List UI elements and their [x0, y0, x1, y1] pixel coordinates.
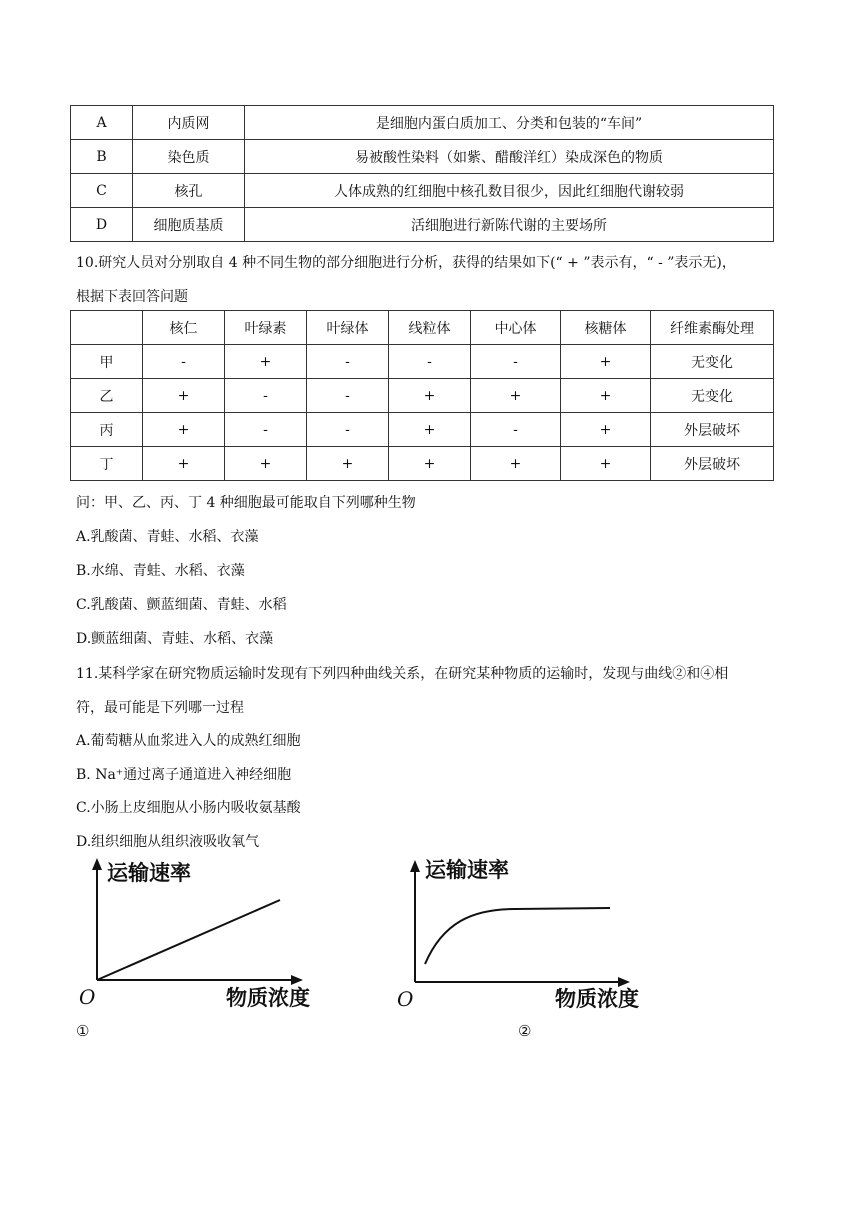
table-cell: - — [471, 413, 561, 447]
graph-xlabel: 物质浓度 — [555, 987, 639, 1011]
table-cell: + — [561, 345, 651, 379]
table-cell: + — [143, 379, 225, 413]
table-row — [71, 140, 774, 174]
table-header-row — [71, 311, 774, 345]
table-cell: + — [561, 447, 651, 481]
header-chlorophyll: 叶绿素 — [225, 311, 307, 345]
x-axis-arrow — [618, 977, 630, 987]
structure-description: 活细胞进行新陈代谢的主要场所 — [245, 208, 774, 242]
structure-name: 染色质 — [133, 140, 245, 174]
table-row — [71, 174, 774, 208]
table-row — [71, 447, 774, 481]
table-cell: + — [471, 379, 561, 413]
table-cell: 外层破坏 — [651, 447, 774, 481]
cell-label: 乙 — [71, 379, 143, 413]
x-axis-arrow — [291, 975, 303, 985]
table-cell: + — [225, 447, 307, 481]
structure-name: 内质网 — [133, 106, 245, 140]
table-row — [71, 413, 774, 447]
structure-description: 人体成熟的红细胞中核孔数目很少，因此红细胞代谢较弱 — [245, 174, 774, 208]
table-cell: + — [561, 379, 651, 413]
option-letter: B — [71, 140, 133, 174]
graph-ylabel: 运输速率 — [425, 858, 509, 882]
organelle-table — [70, 105, 774, 242]
graph-ylabel: 运输速率 — [107, 861, 191, 885]
graph-caption-2: ② — [518, 1022, 532, 1040]
option-letter: C — [71, 174, 133, 208]
table-row — [71, 345, 774, 379]
cell-label: 丁 — [71, 447, 143, 481]
linear-curve — [97, 900, 280, 980]
graph-xlabel: 物质浓度 — [226, 986, 310, 1010]
graph-linear — [70, 852, 340, 1017]
table-cell: 外层破坏 — [651, 413, 774, 447]
q11-stem-line1: 11.某科学家在研究物质运输时发现有下列四种曲线关系，在研究某种物质的运输时，发现与曲线②和④相 — [76, 666, 729, 682]
q10-question: 问：甲、乙、丙、丁 4 种细胞最可能取自下列哪种生物 — [76, 495, 416, 511]
q10-stem-line1: 10.研究人员对分别取自 4 种不同生物的部分细胞进行分析，获得的结果如下(“ + ”表示有，“ - ”表示无)， — [76, 255, 736, 271]
table-cell: 无变化 — [651, 379, 774, 413]
q10-option-a: A.乳酸菌、青蛙、水稻、衣藻 — [76, 529, 259, 545]
q11-option-b: B. Na⁺通过离子通道进入神经细胞 — [76, 767, 292, 783]
table-cell: + — [471, 447, 561, 481]
saturation-curve — [425, 908, 610, 964]
table-cell: 无变化 — [651, 345, 774, 379]
table-cell: + — [143, 413, 225, 447]
table-cell: - — [307, 413, 389, 447]
table-row — [71, 106, 774, 140]
q11-option-c: C.小肠上皮细胞从小肠内吸收氨基酸 — [76, 800, 301, 816]
table-cell: - — [307, 379, 389, 413]
option-letter: A — [71, 106, 133, 140]
structure-name: 核孔 — [133, 174, 245, 208]
table-cell: + — [389, 447, 471, 481]
table-cell: + — [143, 447, 225, 481]
table-cell: - — [225, 379, 307, 413]
structure-description: 易被酸性染料（如紫、醋酸洋红）染成深色的物质 — [245, 140, 774, 174]
q10-option-b: B.水绵、青蛙、水稻、衣藻 — [76, 563, 245, 579]
q10-stem-line2: 根据下表回答问题 — [76, 289, 188, 305]
cell-label: 丙 — [71, 413, 143, 447]
q11-option-a: A.葡萄糖从血浆进入人的成熟红细胞 — [76, 733, 301, 749]
header-nucleolus: 核仁 — [143, 311, 225, 345]
table-cell: + — [389, 413, 471, 447]
q11-stem-line2: 符，最可能是下列哪一过程 — [76, 700, 244, 716]
table-cell: - — [143, 345, 225, 379]
graph-caption-1: ① — [76, 1022, 90, 1040]
table-cell: + — [307, 447, 389, 481]
graph-saturation — [395, 852, 665, 1017]
q11-option-d: D.组织细胞从组织液吸收氧气 — [76, 834, 260, 850]
table-row — [71, 208, 774, 242]
structure-description: 是细胞内蛋白质加工、分类和包装的“车间” — [245, 106, 774, 140]
q10-option-c: C.乳酸菌、颤蓝细菌、青蛙、水稻 — [76, 597, 287, 613]
table-cell: - — [389, 345, 471, 379]
header-blank — [71, 311, 143, 345]
table-cell: + — [561, 413, 651, 447]
y-axis-arrow — [92, 858, 102, 870]
header-chloroplast: 叶绿体 — [307, 311, 389, 345]
header-cellulase: 纤维素酶处理 — [651, 311, 774, 345]
header-ribosome: 核糖体 — [561, 311, 651, 345]
cell-analysis-table — [70, 310, 774, 481]
table-cell: - — [471, 345, 561, 379]
table-cell: - — [225, 413, 307, 447]
graph-origin: O — [79, 985, 96, 1009]
table-cell: + — [225, 345, 307, 379]
table-row — [71, 379, 774, 413]
table-cell: - — [307, 345, 389, 379]
cell-label: 甲 — [71, 345, 143, 379]
header-mitochondria: 线粒体 — [389, 311, 471, 345]
q10-option-d: D.颤蓝细菌、青蛙、水稻、衣藻 — [76, 631, 274, 647]
table-cell: + — [389, 379, 471, 413]
graph-origin: O — [397, 987, 414, 1011]
structure-name: 细胞质基质 — [133, 208, 245, 242]
option-letter: D — [71, 208, 133, 242]
y-axis-arrow — [410, 860, 420, 872]
header-centriole: 中心体 — [471, 311, 561, 345]
